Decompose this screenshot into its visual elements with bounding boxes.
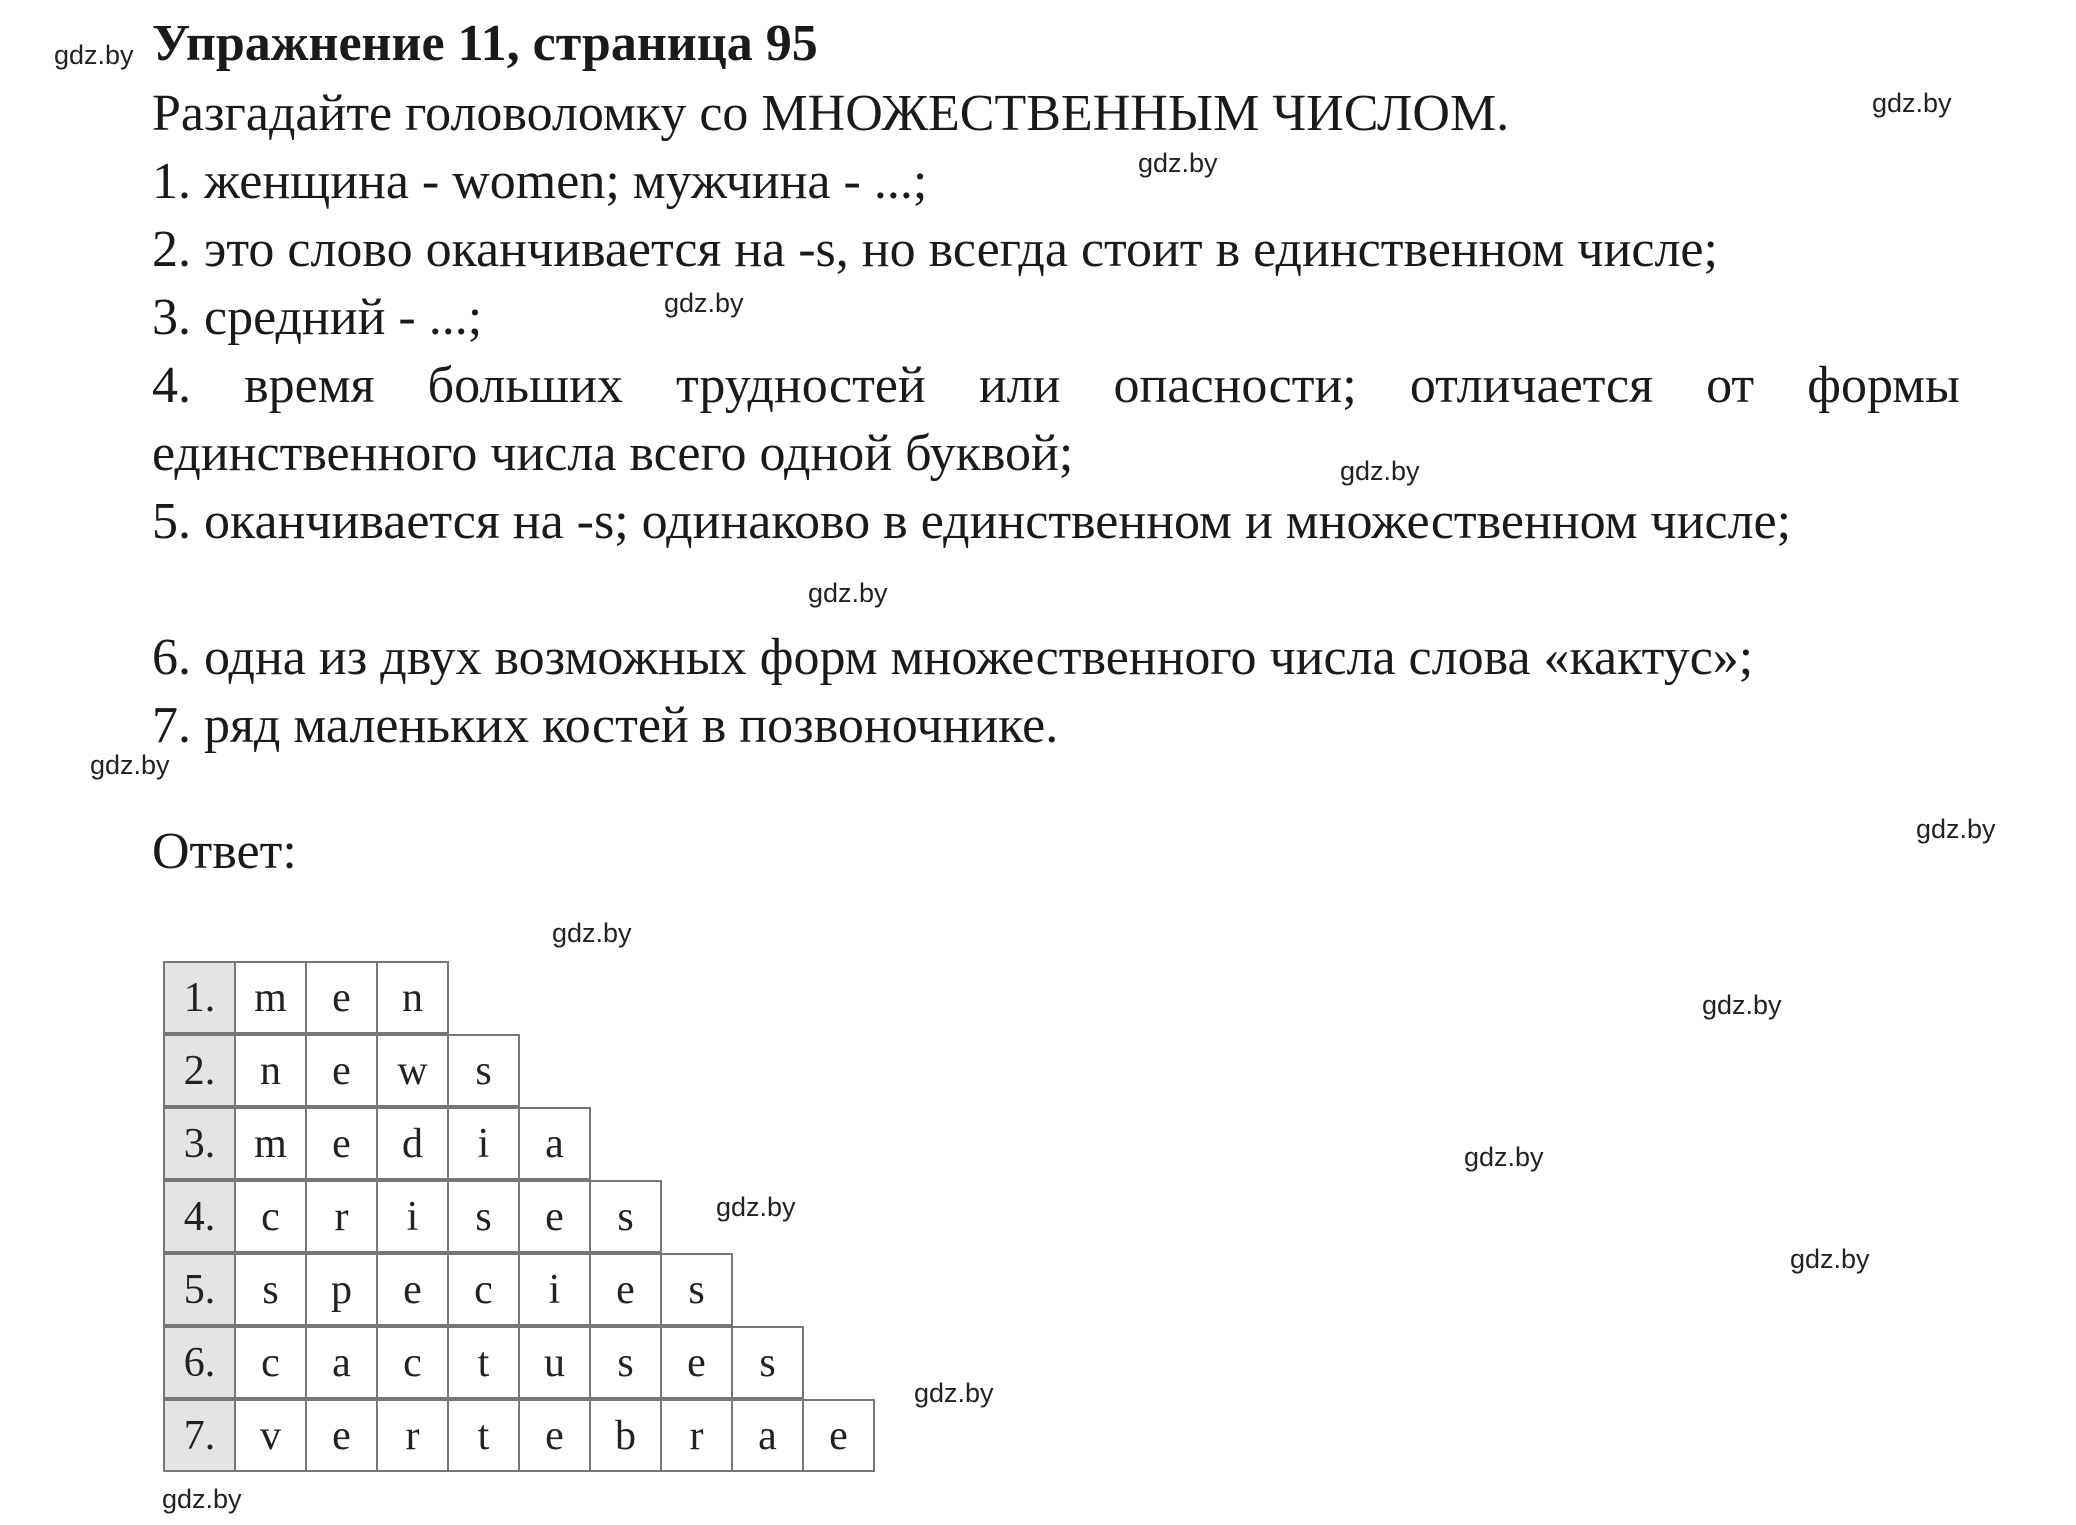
watermark: gdz.by [1702,990,1782,1020]
puzzle-letter-cell: e [305,1107,378,1180]
puzzle-letter-cell: c [234,1326,307,1399]
puzzle-letter-cell: e [305,1034,378,1107]
puzzle-letter-cell: s [447,1180,520,1253]
puzzle-letter-cell: a [731,1399,804,1472]
puzzle-letter-cell: e [518,1399,591,1472]
puzzle-row-number: 4. [163,1180,236,1253]
puzzle-letter-cell: s [731,1326,804,1399]
puzzle-letter-cell: c [376,1326,449,1399]
puzzle-letter-cell: a [305,1326,378,1399]
puzzle-row [163,1253,873,1326]
clue-item-4: 4. время больших трудностей или опасности; отличается от формы единственного числа всего одной буквой; [152,357,1960,482]
puzzle-letter-cell: i [518,1253,591,1326]
puzzle-letter-cell: m [234,1107,307,1180]
puzzle-row [163,1034,873,1107]
puzzle-letter-cell: b [589,1399,662,1472]
watermark: gdz.by [1790,1244,1870,1274]
puzzle-letter-cell: e [660,1326,733,1399]
watermark: gdz.by [1872,88,1952,118]
watermark: gdz.by [54,40,134,70]
watermark: gdz.by [1138,148,1218,178]
puzzle-row [163,1399,873,1472]
clue-item-5: 5. оканчивается на -s; одинаково в единственном и множественном числе; [152,493,1792,550]
instruction: Разгадайте головоломку со МНОЖЕСТВЕННЫМ ЧИСЛОМ. [152,85,1510,142]
puzzle-letter-cell: m [234,961,307,1034]
watermark: gdz.by [552,918,632,948]
puzzle-letter-cell: v [234,1399,307,1472]
puzzle-letter-cell: a [518,1107,591,1180]
puzzle-row [163,1180,873,1253]
puzzle-letter-cell: r [660,1399,733,1472]
puzzle-letter-cell: r [305,1180,378,1253]
puzzle-letter-cell: t [447,1326,520,1399]
watermark: gdz.by [1916,814,1996,844]
page-title: Упражнение 11, страница 95 [152,15,818,72]
watermark: gdz.by [808,578,888,608]
puzzle-letter-cell: e [305,961,378,1034]
clue-item-3: 3. средний - ...; [152,289,483,346]
puzzle-letter-cell: r [376,1399,449,1472]
puzzle-row-number: 3. [163,1107,236,1180]
puzzle-grid [163,961,873,1472]
puzzle-letter-cell: e [518,1180,591,1253]
watermark: gdz.by [716,1192,796,1222]
puzzle-letter-cell: s [589,1326,662,1399]
watermark: gdz.by [664,288,744,318]
clue-item-2: 2. это слово оканчивается на -s, но всегда стоит в единственном числе; [152,221,1718,278]
puzzle-letter-cell: i [376,1180,449,1253]
puzzle-letter-cell: e [376,1253,449,1326]
watermark: gdz.by [1340,456,1420,486]
puzzle-row-number: 2. [163,1034,236,1107]
puzzle-row [163,1326,873,1399]
puzzle-letter-cell: s [234,1253,307,1326]
watermark: gdz.by [90,750,170,780]
puzzle-row [163,961,873,1034]
clue-item-6: 6. одна из двух возможных форм множественного числа слова «кактус»; [152,629,1754,686]
puzzle-row-number: 5. [163,1253,236,1326]
puzzle-letter-cell: n [234,1034,307,1107]
puzzle-row-number: 6. [163,1326,236,1399]
puzzle-letter-cell: c [447,1253,520,1326]
puzzle-row [163,1107,873,1180]
puzzle-letter-cell: e [305,1399,378,1472]
puzzle-letter-cell: n [376,961,449,1034]
puzzle-letter-cell: p [305,1253,378,1326]
watermark: gdz.by [162,1484,242,1514]
puzzle-row-number: 7. [163,1399,236,1472]
puzzle-letter-cell: s [589,1180,662,1253]
clue-item-1: 1. женщина - women; мужчина - ...; [152,153,928,210]
puzzle-letter-cell: d [376,1107,449,1180]
puzzle-letter-cell: e [802,1399,875,1472]
clue-item-7: 7. ряд маленьких костей в позвоночнике. [152,697,1059,754]
watermark: gdz.by [1464,1142,1544,1172]
puzzle-letter-cell: w [376,1034,449,1107]
puzzle-row-number: 1. [163,961,236,1034]
puzzle-letter-cell: i [447,1107,520,1180]
puzzle-letter-cell: u [518,1326,591,1399]
puzzle-letter-cell: s [660,1253,733,1326]
puzzle-letter-cell: s [447,1034,520,1107]
puzzle-letter-cell: e [589,1253,662,1326]
answer-label: Ответ: [152,823,297,880]
puzzle-letter-cell: c [234,1180,307,1253]
watermark: gdz.by [914,1378,994,1408]
puzzle-letter-cell: t [447,1399,520,1472]
